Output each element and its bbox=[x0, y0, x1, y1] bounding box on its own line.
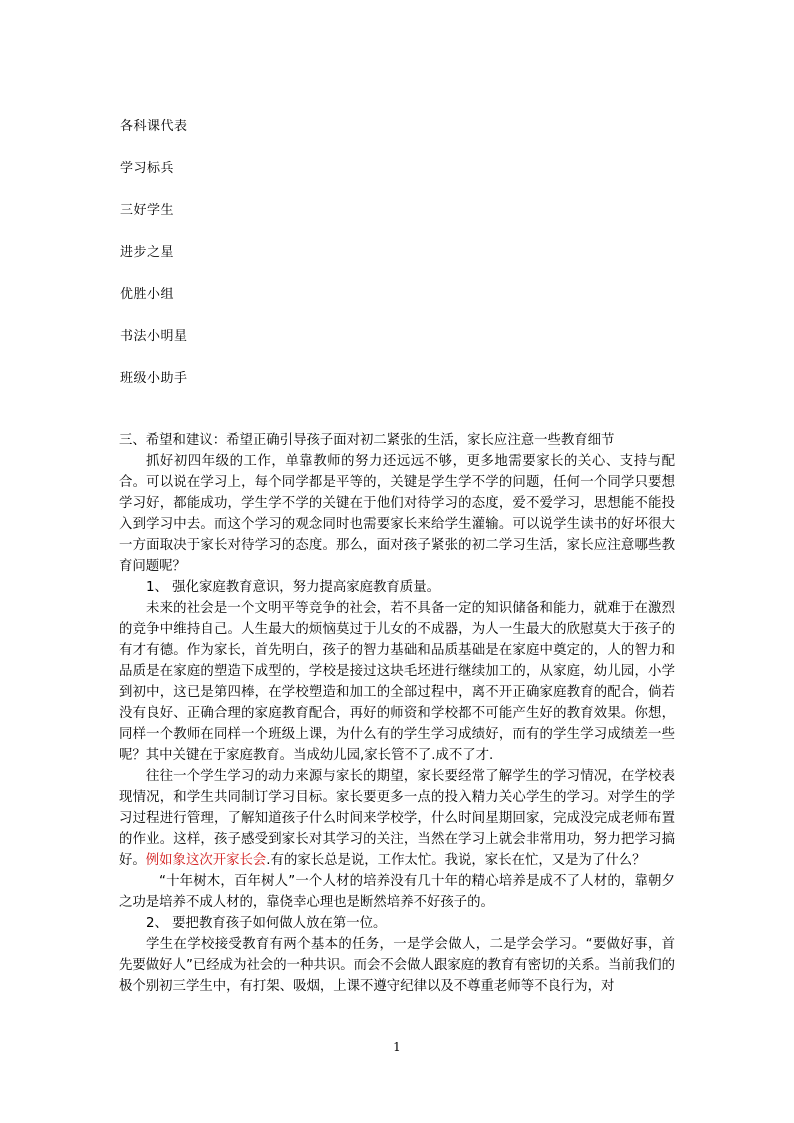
award-list bbox=[120, 118, 680, 412]
point-heading: 1、 强化家庭教育意识，努力提高家庭教育质量。 bbox=[146, 580, 440, 595]
paragraph: 抓好初四年级的工作，单靠教师的努力还远远不够，更多地需要家长的关心、支持与配合。可以说在学习上，每个同学都是平等的，关键是学生学不学的问题，任何一个同学只要想学习好，都能成功，学生学不学的关键在于他们对待学习的态度，爱不爱学习，思想能不能投入到学习中去。而这个学习的观念同时也需要家长来给学生灌输。可以说学生读书的好坏很大一方面取决于家长对待学习的态度。那么，面对孩子紧张的初二学习生活，家长应注意哪些教育问题呢？ bbox=[119, 454, 675, 574]
page-number: 1 bbox=[393, 1040, 401, 1054]
award-item: 进步之星 bbox=[120, 245, 175, 260]
body-text bbox=[119, 430, 675, 997]
award-item: 学习标兵 bbox=[120, 161, 175, 176]
award-item: 各科课代表 bbox=[120, 119, 188, 134]
paragraph: 未来的社会是一个文明平等竞争的社会，若不具备一定的知识储备和能力，就难于在激烈的竞争中维持自己。人生最大的烦恼莫过于儿女的不成器，为人一生最大的欣慰莫大于孩子的有才有德。作为家长，首先明白，孩子的智力基础和品质基础是在家庭中奠定的，人的智力和品质是在家庭的塑造下成型的，学校是接过这块毛坯进行继续加工的，从家庭，幼儿园，小学到初中，这已是第四棒，在学校塑造和加工的全部过程中，离不开正确家庭教育的配合，倘若没有良好、正确合理的家庭教育配合，再好的师资和学校都不可能产生好的教育效果。你想，同样一个教师在同样一个班级上课，为什么有的学生学习成绩好，而有的学生学习成绩差一些呢？其中关键在于家庭教育。当成幼儿园,家长管不了.成不了才. bbox=[119, 601, 675, 763]
paragraph-text: .有的家长总是说，工作太忙。我说，家长在忙，又是为了什么？ bbox=[266, 853, 646, 868]
highlighted-text: 例如象这次开家长会 bbox=[145, 853, 267, 868]
section-heading: 三、希望和建议：希望正确引导孩子面对初二紧张的生活，家长应注意一些教育细节 bbox=[119, 433, 615, 448]
paragraph: 学生在学校接受教育有两个基本的任务，一是学会做人，二是学会学习。“要做好事，首先要做好人”已经成为社会的一种共识。而会不会做人跟家庭的教育有密切的关系。当前我们的极个别初三学生中，有打架、吸烟，上课不遵守纪律以及不尊重老师等不良行为，对 bbox=[119, 937, 675, 994]
award-item: 三好学生 bbox=[120, 203, 175, 218]
award-item: 班级小助手 bbox=[120, 371, 188, 386]
point-heading: 2、 要把教育孩子如何做人放在第一位。 bbox=[146, 916, 387, 931]
paragraph bbox=[119, 766, 675, 871]
award-item: 优胜小组 bbox=[120, 287, 175, 302]
paragraph-text: 往往一个学生学习的动力来源与家长的期望，家长要经常了解学生的学习情况，在学校表现情况，和学生共同制订学习目标。家长要更多一点的投入精力关心学生的学习。对学生的学习过程进行管理，了解知道孩子什么时间来学校学，什么时间星期回家，完成没完成老师布置的作业。这样，孩子感受到家长对其学习的关注，当然在学习上就会非常用功，努力把学习搞好。 bbox=[119, 769, 675, 868]
paragraph: “十年树木，百年树人”一个人材的培养没有几十年的精心培养是成不了人材的，靠朝夕之功是培养不成人材的，靠侥幸心理也是断然培养不好孩子的。 bbox=[119, 874, 675, 910]
award-item: 书法小明星 bbox=[120, 329, 188, 344]
